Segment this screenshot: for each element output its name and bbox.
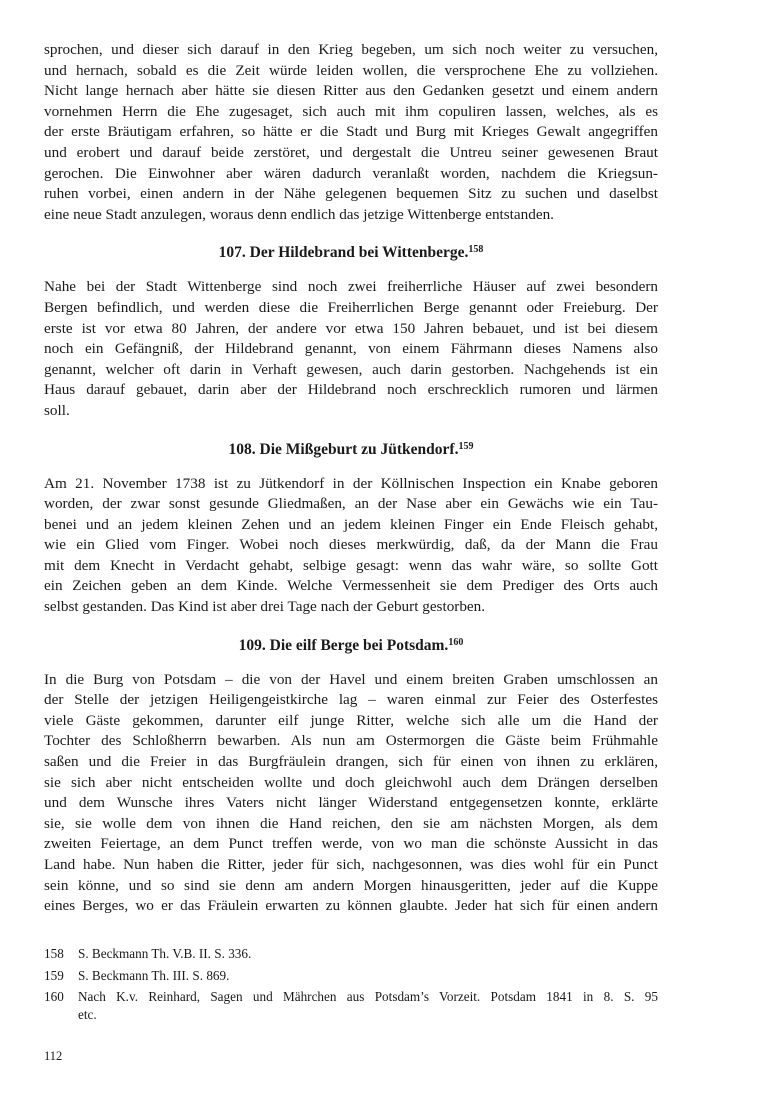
text-line: und dem Wunsche ihres Vaters nicht länger Widerstand entgegensetzen konnte, erklärte [44, 794, 658, 812]
section-heading-109 [44, 635, 658, 657]
text-line: der erste Bräutigam erfahren, so hätte er die Stadt und Burg mit Krieges Gewalt angegriffen [44, 123, 658, 141]
footnote-ref-160[interactable]: 160 [448, 636, 464, 648]
text-line: eine neue Stadt anzulegen, woraus denn endlich das jetzige Wittenberge entstanden. [44, 205, 554, 223]
footnote-text [78, 967, 658, 985]
text-line: In die Burg von Potsdam – die von der Havel und einem breiten Graben umschlossen an [44, 670, 658, 688]
footnote-number: 160 [44, 989, 64, 1004]
text-line: saßen und die Freier in das Burgfräulein drangen, sich für einen von ihnen zu erklären, [44, 753, 658, 771]
intro-paragraph [44, 40, 658, 225]
text-line: und hernach, sobald es die Zeit würde leiden wollen, die versprochene Ehe zu vollziehen. [44, 61, 658, 79]
section-heading-108 [44, 439, 658, 461]
text-line: Land habe. Nun haben die Ritter, jeder für sich, nachgesonnen, was dies wohl für ein Punct [44, 856, 658, 873]
text-line: sein könne, und so sind sie denn am andern Morgen hinausgeritten, jeder auf die Kuppe [44, 876, 658, 894]
text-line: Haus darauf gebauet, darin aber der Hildebrand noch erschrecklich rumoren und lärmen [44, 381, 658, 399]
footnote-158 [44, 945, 658, 963]
text-line: S. Beckmann Th. V.B. II. S. 336. [78, 946, 252, 961]
section-title: 107. Der Hildebrand bei Wittenberge. [218, 244, 469, 262]
text-line: zweiten Feiertage, an dem Punct treffen werde, von wo man die schönste Aussicht in das [44, 835, 658, 853]
text-line: Nach K.v. Reinhard, Sagen und Mährchen aus Potsdam’s Vorzeit. Potsdam 1841 in 8. S. 95 [78, 989, 658, 1004]
text-line: sprochen, und dieser sich darauf in den Krieg begeben, um sich noch weiter zu versuchen, [44, 41, 658, 58]
text-line: Am 21. November 1738 ist zu Jütkendorf in der Köllnischen Inspection ein Knabe geboren [44, 474, 658, 492]
text-line: der Stelle der jetzigen Heiligengeistkirche lag – waren einmal zur Feier des Osterfestes [44, 691, 658, 709]
text-line: Nicht lange hernach aber hätte sie diesen Ritter aus den Gedanken gesetzt und einem andern [44, 82, 658, 100]
section-title: 108. Die Mißgeburt zu Jütkendorf. [228, 440, 459, 458]
text-line: erste ist vor etwa 80 Jahren, der andere vor etwa 150 Jahren bebauet, und ist bei diesem [44, 319, 658, 337]
text-line: sie, sie wolle dem von ihnen die Hand reichen, den sie am nächsten Morgen, als dem [44, 814, 658, 832]
section-109-paragraph [44, 670, 658, 917]
text-line: noch ein Gefängniß, der Hildebrand genannt, von einem Fährmann dieses Namens also [44, 340, 658, 358]
text-line: worden, der zwar sonst gesunde Gliedmaßen, an der Nase aber ein Gewächs wie ein Tau- [44, 495, 658, 513]
text-line: selbst gestanden. Das Kind ist aber drei Tage nach der Geburt gestorben. [44, 598, 486, 616]
footnote-ref-159[interactable]: 159 [458, 440, 474, 452]
text-line: mit dem Knecht in Verdacht gehabt, selbige gesagt: wenn das wahr wäre, so sollte Gott [44, 556, 658, 574]
text-line: genannt, welcher oft darin in Verhaft gewesen, auch darin gestorben. Nachgehends ist ein [44, 360, 658, 378]
section-title: 109. Die eilf Berge bei Potsdam. [238, 636, 449, 654]
text-line: viele Gäste gekommen, darunter eilf junge Ritter, welche sich alle um die Hand der [44, 711, 658, 729]
footnote-text [78, 945, 658, 963]
section-heading-107 [44, 242, 658, 264]
footnote-text [78, 988, 658, 1023]
footnote-159 [44, 967, 658, 985]
section-107-paragraph [44, 277, 658, 421]
text-line: vornehmen Herrn die Ehe zugesaget, sich auch mit ihm copuliren lassen, welches, als es [44, 102, 658, 120]
text-line: ruhen vorbei, einen andern in der Nähe gelegenen bequemen Sitz zu suchen und daselbst [44, 185, 658, 203]
page-body [44, 40, 658, 917]
text-line: S. Beckmann Th. III. S. 869. [78, 967, 230, 983]
text-line: ein Zeichen geben an dem Kinde. Welche Vermessenheit sie dem Prediger des Orts auch [44, 577, 658, 595]
footnote-160 [44, 988, 658, 1023]
footnote-ref-158[interactable]: 158 [468, 244, 484, 256]
footnote-number: 158 [44, 946, 64, 961]
text-line: und erobert und darauf beide zerstöret, und dergestalt die Untreu seiner gewesenen Braut [44, 143, 658, 161]
footnotes [44, 945, 658, 1027]
text-line: wie ein Glied vom Finger. Wobei noch dieses merkwürdig, daß, da der Mann die Frau [44, 536, 658, 554]
text-line: etc. [78, 1006, 97, 1022]
section-108-paragraph [44, 474, 658, 618]
footnote-number: 159 [44, 967, 64, 983]
text-line: eines Berges, wo er das Fräulein erwarten zu können glaubte. Jeder hat sich für einen andern [44, 897, 658, 915]
page-number: 112 [44, 1049, 63, 1063]
text-line: sie sich aber nicht entscheiden wollte und doch gleichwohl auch dem Drängen derselben [44, 773, 658, 791]
text-line: Tochter des Schloßherrn bewarben. Als nun am Ostermorgen die Gäste beim Frühmahle [44, 732, 658, 750]
text-line: Bergen befindlich, und werden diese die Freiherrlichen Berge genannt oder Freieburg. Der [44, 298, 658, 316]
text-line: gerochen. Die Einwohner aber wären dadurch veranlaßt worden, nachdem die Kriegsun- [44, 164, 658, 182]
text-line: Nahe bei der Stadt Wittenberge sind noch zwei freiherrliche Häuser auf zwei besondern [44, 278, 658, 296]
text-line: benei und an jedem kleinen Zehen und an jedem kleinen Finger ein Ende Fleisch gehabt, [44, 515, 658, 533]
text-line: soll. [44, 401, 70, 419]
